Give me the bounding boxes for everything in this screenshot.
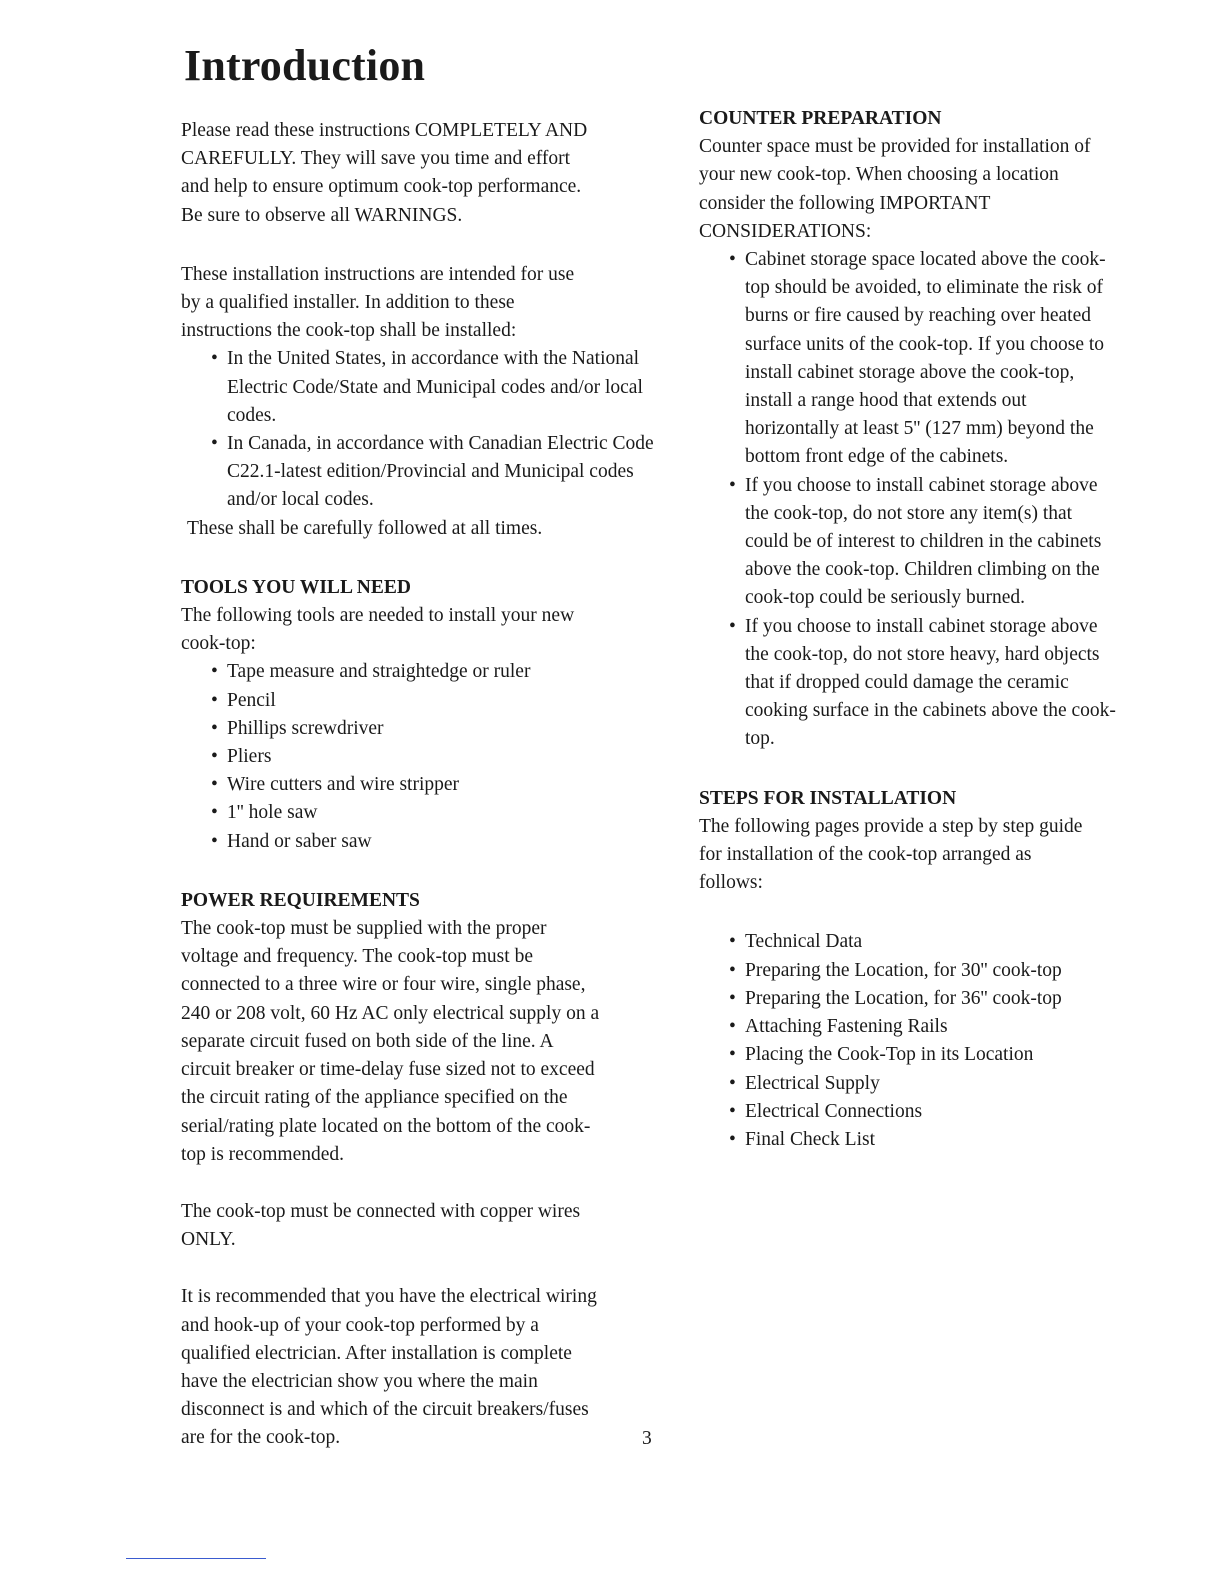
list-item: • Preparing the Location, for 36'' cook-top <box>745 985 1119 1013</box>
counter-heading: COUNTER PREPARATION <box>699 108 942 129</box>
list-item: • In Canada, in accordance with Canadian Electric Code C22.1-latest edition/Provincial and Municipal codes and/or local codes. <box>227 430 661 515</box>
list-item: • 1'' hole saw <box>227 799 661 827</box>
counter-intro: Counter space must be provided for installation of your new cook-top. When choosing a location consider the following IMPORTANT CONSIDERATIONS: <box>699 136 1091 242</box>
list-item: • Placing the Cook-Top in its Location <box>745 1041 1119 1069</box>
power-heading: POWER REQUIREMENTS <box>181 889 420 911</box>
list-item: • Attaching Fastening Rails <box>745 1013 1119 1041</box>
installer-paragraph: These installation instructions are intended for use by a qualified installer. In addition to these instructions the cook-top shall be installed: <box>181 263 575 342</box>
considerations-list <box>699 246 1119 754</box>
list-item: • Technical Data <box>745 928 1119 956</box>
list-item: • Phillips screwdriver <box>227 715 661 743</box>
page-number: 3 <box>642 1428 652 1449</box>
tools-heading: TOOLS YOU WILL NEED <box>181 576 411 598</box>
tools-list <box>181 658 661 855</box>
steps-list <box>699 928 1119 1154</box>
power-paragraph: The cook-top must be supplied with the proper voltage and frequency. The cook-top must be connected to a three wire or four wire, single phase, 240 or 208 volt, 60 Hz AC only electrical supply on a separate circuit fused on both side of the line. A circuit breaker or time-delay fuse sized not to exceed the circuit rating of the appliance specified on the serial/rating plate located on the bottom of the cook-top is recommended. <box>181 918 600 1165</box>
right-column <box>699 105 1119 1154</box>
copper-paragraph: The cook-top must be connected with copper wires ONLY. <box>181 1200 581 1251</box>
list-item: • Pencil <box>227 687 661 715</box>
codes-footer: These shall be carefully followed at all times. <box>187 517 543 539</box>
list-item: • Final Check List <box>745 1126 1119 1154</box>
list-item: • Electrical Connections <box>745 1098 1119 1126</box>
page-title: Introduction <box>184 41 426 90</box>
footer-divider <box>126 1558 266 1559</box>
list-item: • Tape measure and straightedge or ruler <box>227 658 661 686</box>
intro-paragraph: Please read these instructions COMPLETELY AND CAREFULLY. They will save you time and effort and help to ensure optimum cook-top performance. Be sure to observe all WARNINGS. <box>181 120 588 226</box>
tools-intro: The following tools are needed to install your new cook-top: <box>181 605 575 655</box>
list-item: • Pliers <box>227 743 661 771</box>
list-item: • Wire cutters and wire stripper <box>227 771 661 799</box>
list-item: • If you choose to install cabinet storage above the cook-top, do not store any item(s) that could be of interest to children in the cabinets above the cook-top. Children climbing on the cook-top could be seriously burned. <box>745 472 1119 613</box>
list-item: • If you choose to install cabinet storage above the cook-top, do not store heavy, hard objects that if dropped could damage the ceramic cooking surface in the cabinets above the cook-top. <box>745 613 1119 754</box>
list-item: • In the United States, in accordance with the National Electric Code/State and Municipal codes and/or local codes. <box>227 345 661 430</box>
electrician-paragraph: It is recommended that you have the electrical wiring and hook-up of your cook-top performed by a qualified electrician. After installation is complete have the electrician show you where the main disconnect is and which of the circuit breakers/fuses are for the cook-top. <box>181 1286 597 1449</box>
list-item: • Electrical Supply <box>745 1070 1119 1098</box>
list-item: • Hand or saber saw <box>227 828 661 856</box>
list-item: • Preparing the Location, for 30'' cook-top <box>745 957 1119 985</box>
steps-intro: The following pages provide a step by step guide for installation of the cook-top arranged as follows: <box>699 815 1083 894</box>
steps-heading: STEPS FOR INSTALLATION <box>699 787 957 809</box>
list-item: • Cabinet storage space located above the cook-top should be avoided, to eliminate the risk of burns or fire caused by reaching over heated surface units of the cook-top. If you choose to install cabinet storage above the cook-top, install a range hood that extends out horizontally at least 5'' (127 mm) beyond the bottom front edge of the cabinets. <box>745 246 1119 472</box>
left-column <box>181 117 661 1453</box>
codes-list <box>181 345 661 514</box>
